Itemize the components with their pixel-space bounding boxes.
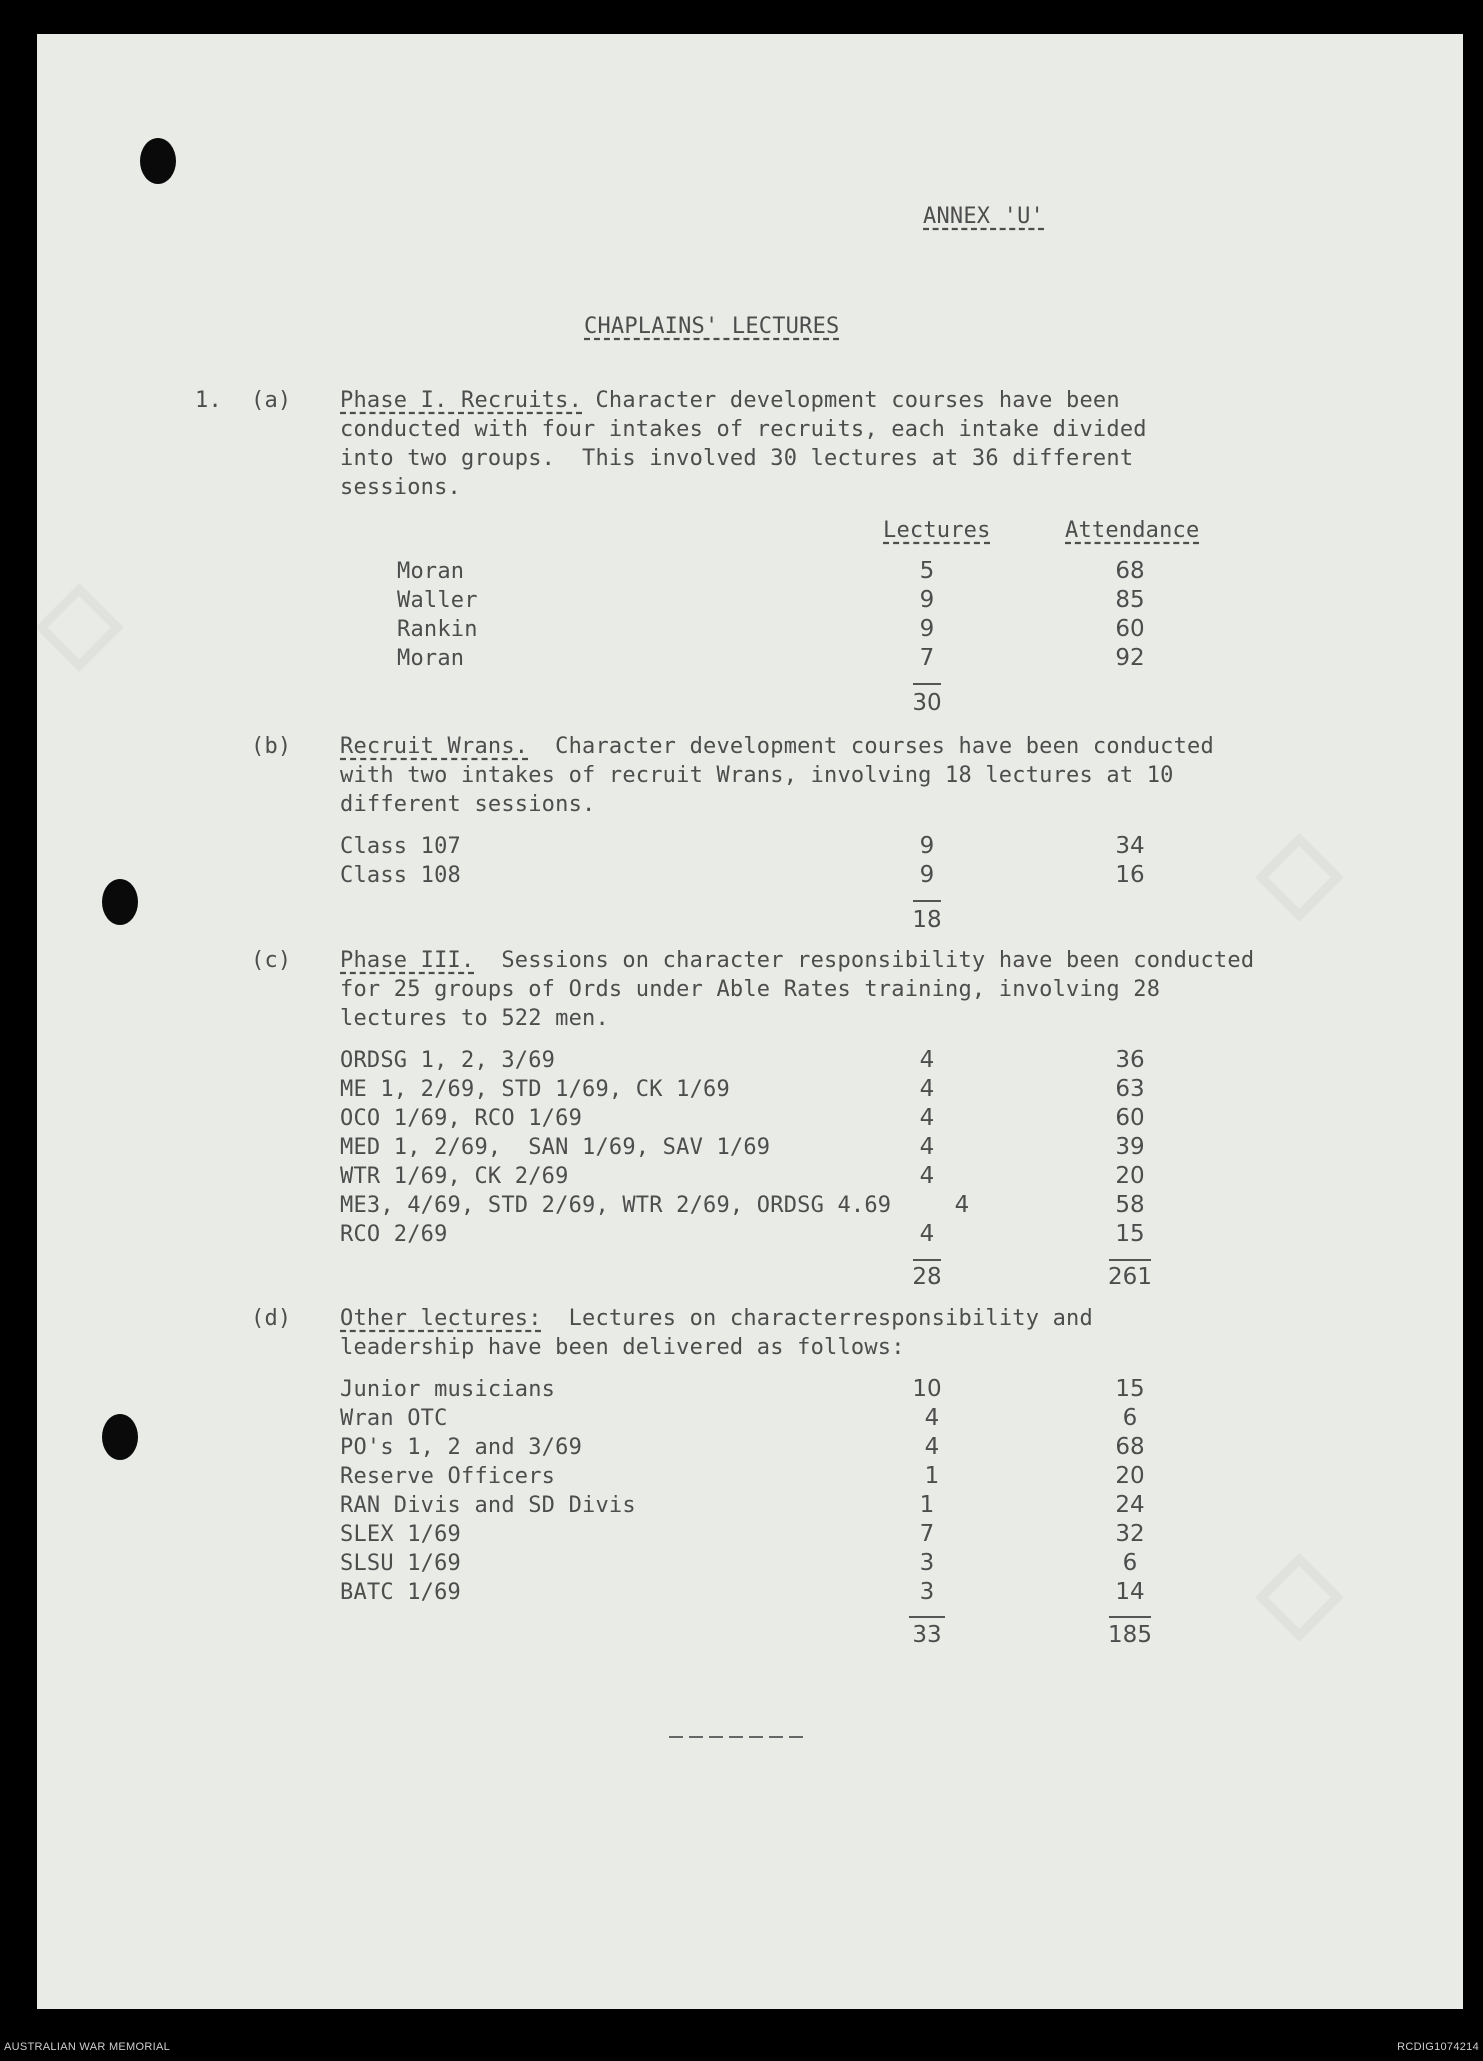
section-letter: (a): [251, 388, 292, 413]
attendance-value: 60: [1115, 1105, 1145, 1131]
attendance-value: 85: [1115, 587, 1145, 613]
section-c-text-line-2: for 25 groups of Ords under Able Rates training, involving 28: [340, 977, 1161, 1002]
table-row-label: WTR 1/69, CK 2/69: [340, 1164, 569, 1189]
table-row-label: ME3, 4/69, STD 2/69, WTR 2/69, ORDSG 4.69: [340, 1193, 892, 1218]
table-row-label: Rankin: [397, 617, 478, 642]
attendance-value: 6: [1122, 1550, 1138, 1576]
footer-source-label: AUSTRALIAN WAR MEMORIAL: [4, 2041, 171, 2053]
attendance-value: 58: [1115, 1192, 1145, 1218]
table-row-label: Class 107: [340, 834, 462, 859]
footer-record-id: RCDIG1074214: [1397, 2041, 1479, 2053]
lectures-value: 9: [919, 587, 935, 613]
table-row-label: Moran: [397, 646, 465, 671]
section-heading: Recruit Wrans.: [340, 734, 529, 759]
table-row-label: OCO 1/69, RCO 1/69: [340, 1106, 583, 1131]
attendance-total: 185: [1108, 1622, 1152, 1648]
watermark-shape: [1257, 1524, 1342, 1653]
attendance-value: 68: [1115, 558, 1145, 584]
attendance-value: 92: [1115, 645, 1145, 671]
table-row-label: Wran OTC: [340, 1406, 448, 1431]
table-row-label: ORDSG 1, 2, 3/69: [340, 1048, 556, 1073]
attendance-value: 60: [1115, 616, 1145, 642]
attendance-value: 15: [1115, 1221, 1145, 1247]
attendance-value: 14: [1115, 1579, 1145, 1605]
section-c-text-line-1: [340, 946, 1254, 975]
lectures-value: 4: [954, 1192, 970, 1218]
section-letter: (c): [251, 948, 292, 973]
section-d-text-line-1: [340, 1304, 1093, 1333]
attendance-total: 261: [1108, 1264, 1152, 1290]
table-row-label: BATC 1/69: [340, 1580, 462, 1605]
lectures-value: 4: [919, 1076, 935, 1102]
table-row-label: RAN Divis and SD Divis: [340, 1493, 636, 1518]
total-rule: [913, 1259, 941, 1261]
document-page: [37, 34, 1463, 2009]
section-text: Character development courses have been: [582, 388, 1120, 413]
total-rule: [913, 683, 941, 685]
section-c-text-line-3: lectures to 522 men.: [340, 1006, 609, 1031]
attendance-value: 24: [1115, 1492, 1145, 1518]
section-heading: Other lectures:: [340, 1306, 542, 1331]
lectures-total: 28: [912, 1264, 942, 1290]
lectures-value: 4: [924, 1405, 940, 1431]
lectures-value: 4: [919, 1134, 935, 1160]
attendance-value: 39: [1115, 1134, 1145, 1160]
table-row-label: ME 1, 2/69, STD 1/69, CK 1/69: [340, 1077, 730, 1102]
table-row-label: MED 1, 2/69, SAN 1/69, SAV 1/69: [340, 1135, 771, 1160]
total-rule: [1109, 1259, 1151, 1261]
lectures-value: 9: [919, 616, 935, 642]
lectures-value: 9: [919, 862, 935, 888]
attendance-value: 34: [1115, 833, 1145, 859]
attendance-value: 63: [1115, 1076, 1145, 1102]
section-heading: Phase I. Recruits.: [340, 388, 583, 413]
punch-hole: [102, 879, 138, 925]
section-a-text-line-4: sessions.: [340, 475, 462, 500]
annex-label: ANNEX 'U': [923, 204, 1045, 229]
section-letter: (d): [251, 1306, 292, 1331]
document-title: CHAPLAINS' LECTURES: [584, 314, 840, 339]
section-a-text-line-2: conducted with four intakes of recruits, each intake divided: [340, 417, 1147, 442]
section-b-text-line-2: with two intakes of recruit Wrans, involving 18 lectures at 10: [340, 763, 1174, 788]
lectures-value: 4: [924, 1434, 940, 1460]
lectures-value: 4: [919, 1047, 935, 1073]
section-letter: (b): [251, 734, 292, 759]
attendance-value: 20: [1115, 1163, 1145, 1189]
section-text: Character development courses have been conducted: [528, 734, 1214, 759]
attendance-value: 16: [1115, 862, 1145, 888]
section-text: Lectures on characterresponsibility and: [541, 1306, 1093, 1331]
table-row-label: SLSU 1/69: [340, 1551, 462, 1576]
lectures-value: 1: [919, 1492, 935, 1518]
punch-hole: [140, 138, 176, 184]
lectures-value: 4: [919, 1105, 935, 1131]
lectures-value: 3: [919, 1550, 935, 1576]
lectures-column-header: Lectures: [883, 518, 991, 543]
lectures-value: 7: [919, 645, 935, 671]
section-d-text-line-2: leadership have been delivered as follows:: [340, 1335, 905, 1360]
table-row-label: Waller: [397, 588, 478, 613]
section-b-text-line-3: different sessions.: [340, 792, 596, 817]
table-row-label: Class 108: [340, 863, 462, 888]
table-row-label: Junior musicians: [340, 1377, 556, 1402]
section-a-text-line-1: [340, 386, 1120, 415]
total-rule: [913, 900, 941, 902]
watermark-shape: [37, 554, 122, 683]
paragraph-number: 1.: [195, 388, 222, 413]
attendance-column-header: Attendance: [1065, 518, 1200, 543]
attendance-value: 20: [1115, 1463, 1145, 1489]
lectures-value: 4: [919, 1163, 935, 1189]
attendance-value: 68: [1115, 1434, 1145, 1460]
lectures-value: 10: [912, 1376, 942, 1402]
punch-hole: [102, 1414, 138, 1460]
lectures-value: 1: [924, 1463, 940, 1489]
attendance-value: 6: [1122, 1405, 1138, 1431]
lectures-value: 4: [919, 1221, 935, 1247]
table-row-label: SLEX 1/69: [340, 1522, 462, 1547]
lectures-total: 33: [912, 1622, 942, 1648]
attendance-value: 32: [1115, 1521, 1145, 1547]
lectures-value: 9: [919, 833, 935, 859]
lectures-value: 3: [919, 1579, 935, 1605]
total-rule: [1109, 1616, 1151, 1618]
table-row-label: Moran: [397, 559, 465, 584]
total-rule: [909, 1616, 945, 1618]
attendance-value: 36: [1115, 1047, 1145, 1073]
section-a-text-line-3: into two groups. This involved 30 lectures at 36 different: [340, 446, 1134, 471]
lectures-value: 5: [919, 558, 935, 584]
table-row-label: Reserve Officers: [340, 1464, 556, 1489]
lectures-total: 30: [912, 690, 942, 716]
lectures-total: 18: [912, 907, 942, 933]
attendance-value: 15: [1115, 1376, 1145, 1402]
table-row-label: RCO 2/69: [340, 1222, 448, 1247]
lectures-value: 7: [919, 1521, 935, 1547]
table-row-label: PO's 1, 2 and 3/69: [340, 1435, 583, 1460]
section-text: Sessions on character responsibility have been conducted: [474, 948, 1255, 973]
section-heading: Phase III.: [340, 948, 475, 973]
section-b-text-line-1: [340, 732, 1214, 761]
watermark-shape: [1257, 804, 1342, 933]
